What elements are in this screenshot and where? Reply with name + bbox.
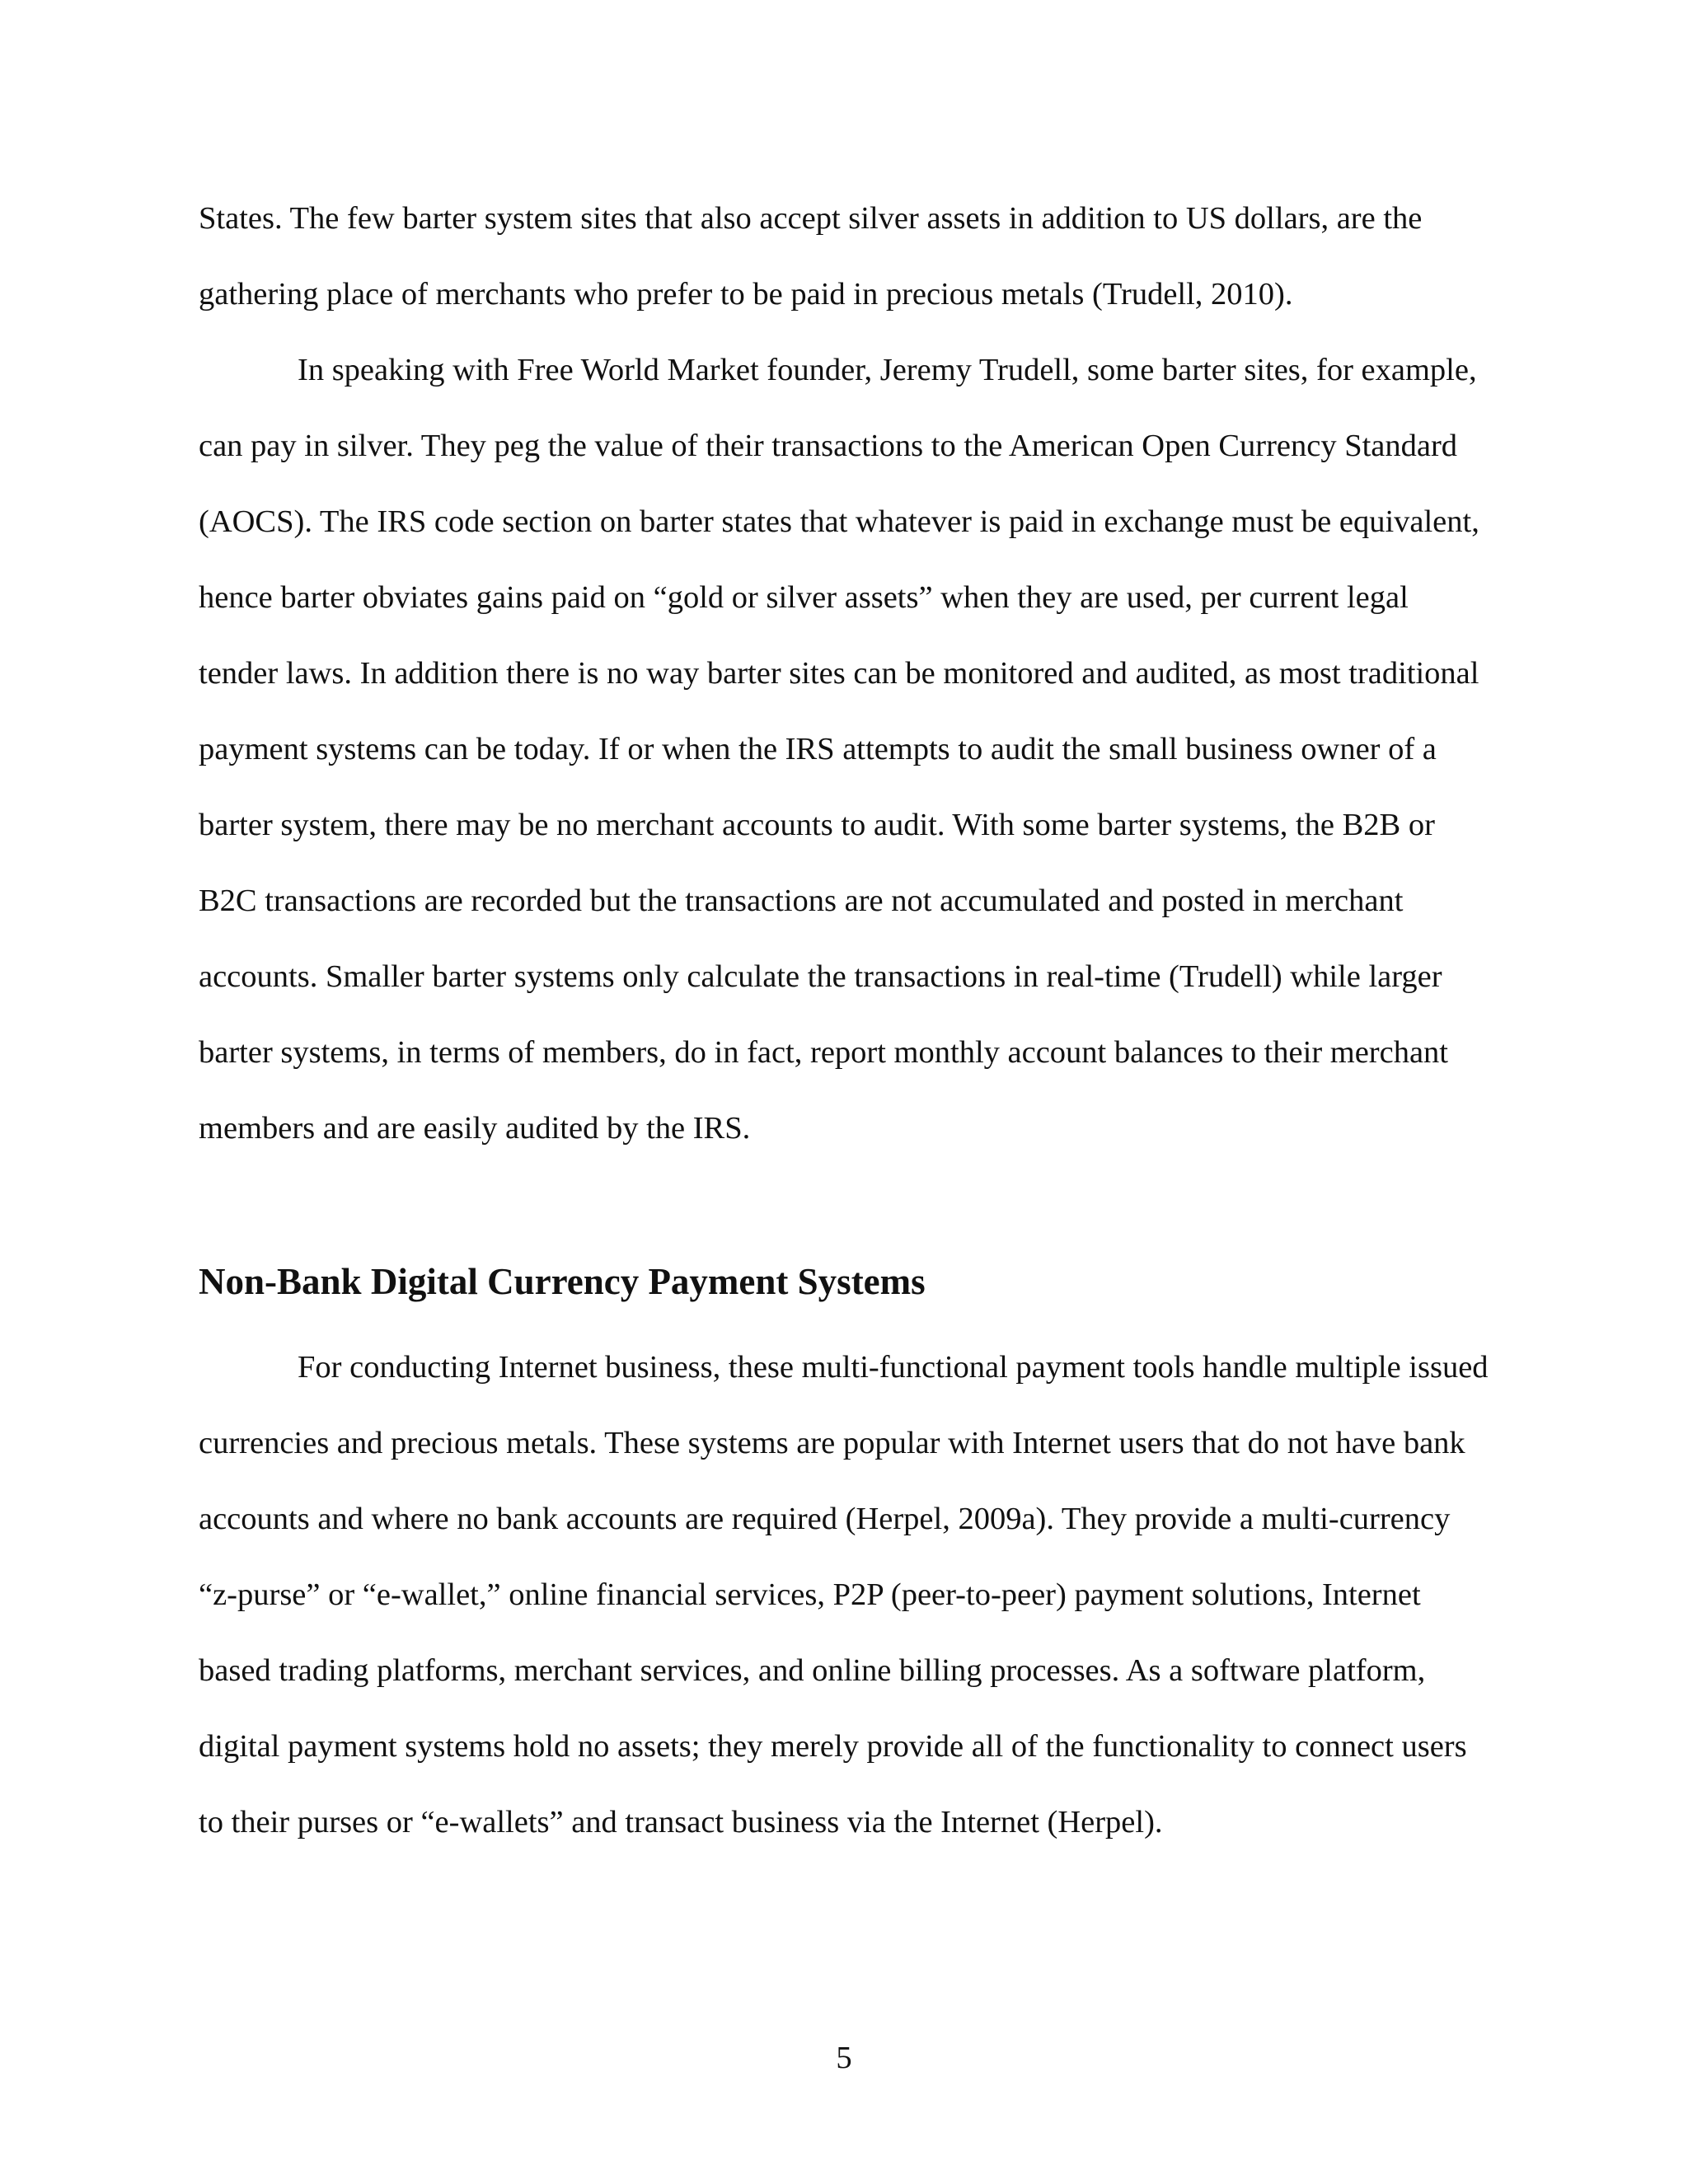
paragraph-barter-sites: In speaking with Free World Market founder, Jeremy Trudell, some barter sites, for example, can pay in silver. They peg the value of their transactions to the American Open Currency Standard (AOCS). The IRS code section on barter states that whatever is paid in exchange must be equivalent, hence barter obviates gains paid on “gold or silver assets” when they are used, per current legal tender laws. In addition there is no way barter sites can be monitored and audited, as most traditional payment systems can be today. If or when the IRS attempts to audit the small business owner of a barter system, there may be no merchant accounts to audit. With some barter systems, the B2B or B2C transactions are recorded but the transactions are not accumulated and posted in merchant accounts. Smaller barter systems only calculate the transactions in real-time (Trudell) while larger barter systems, in terms of members, do in fact, report monthly account balances to their merchant members and are easily audited by the IRS. (199, 353, 1479, 1146)
paragraph-continuation: States. The few barter system sites that also accept silver assets in addition to US dollars, are the gathering place of merchants who prefer to be paid in precious metals (Trudell, 2010). (199, 201, 1423, 312)
paragraph-digital-payment-systems: For conducting Internet business, these multi-functional payment tools handle multiple issued currencies and precious metals. These systems are popular with Internet users that do not have bank accounts and where no bank accounts are required (Herpel, 2009a). They provide a multi-currency “z-purse” or “e-wallet,” online financial services, P2P (peer-to-peer) payment solutions, Internet based trading platforms, merchant services, and online billing processes. As a software platform, digital payment systems hold no assets; they merely provide all of the functionality to connect users to their purses or “e-wallets” and transact business via the Internet (Herpel). (199, 1350, 1489, 1840)
section-heading: Non-Bank Digital Currency Payment Systems (199, 1261, 926, 1302)
page-number: 5 (836, 2041, 852, 2075)
